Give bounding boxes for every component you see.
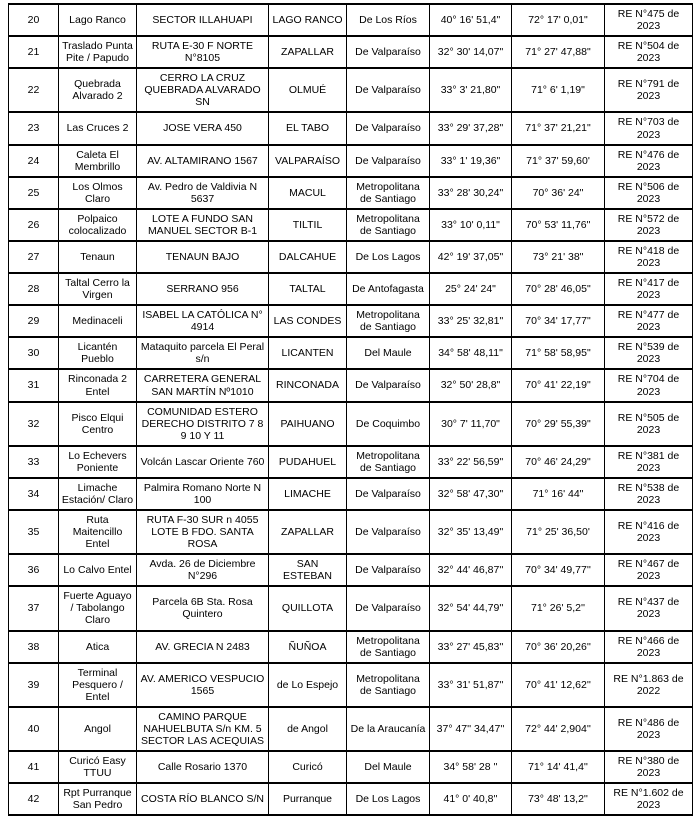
cell-latitude: 33° 25' 32,81" <box>430 305 512 337</box>
cell-commune: MACUL <box>269 177 347 209</box>
cell-num: 22 <box>9 68 59 112</box>
cell-region: De Valparaíso <box>347 554 430 586</box>
cell-name: Lago Ranco <box>59 4 137 36</box>
cell-address: COMUNIDAD ESTERO DERECHO DISTRITO 7 8 9 10 Y 11 <box>137 402 269 446</box>
table-row <box>9 510 693 554</box>
cell-region: De Los Lagos <box>347 783 430 815</box>
table-row <box>9 273 693 305</box>
cell-longitude: 70° 28' 46,05" <box>512 273 605 305</box>
cell-longitude: 71° 6' 1,19" <box>512 68 605 112</box>
cell-num: 30 <box>9 337 59 369</box>
cell-latitude: 33° 29' 37,28" <box>430 112 512 144</box>
cell-region: De la Araucanía <box>347 707 430 751</box>
cell-latitude: 32° 54' 44,79'' <box>430 586 512 630</box>
cell-commune: EL TABO <box>269 112 347 144</box>
table-row <box>9 751 693 783</box>
cell-name: Ruta Maitencillo Entel <box>59 510 137 554</box>
cell-name: Caleta El Membrillo <box>59 145 137 177</box>
cell-name: Curicó Easy TTUU <box>59 751 137 783</box>
table-row <box>9 369 693 401</box>
cell-region: De Valparaíso <box>347 478 430 510</box>
table-row <box>9 36 693 68</box>
cell-commune: TALTAL <box>269 273 347 305</box>
cell-num: 32 <box>9 402 59 446</box>
cell-address: CAMINO PARQUE NAHUELBUTA S/n KM. 5 SECTOR LAS ACEQUIAS <box>137 707 269 751</box>
cell-region: Metropolitana de Santiago <box>347 631 430 663</box>
cell-name: Polpaico colocalizado <box>59 209 137 241</box>
cell-region: Metropolitana de Santiago <box>347 177 430 209</box>
cell-longitude: 72° 17' 0,01" <box>512 4 605 36</box>
cell-resolution: RE N°417 de 2023 <box>605 273 693 305</box>
cell-longitude: 71° 16' 44" <box>512 478 605 510</box>
cell-longitude: 70° 53' 11,76" <box>512 209 605 241</box>
cell-region: Metropolitana de Santiago <box>347 209 430 241</box>
cell-name: Rpt Purranque San Pedro <box>59 783 137 815</box>
cell-latitude: 32° 30' 14,07" <box>430 36 512 68</box>
table-row <box>9 783 693 815</box>
table-row <box>9 663 693 707</box>
cell-region: De Los Lagos <box>347 241 430 273</box>
cell-resolution: RE N°381 de 2023 <box>605 446 693 478</box>
table-row <box>9 478 693 510</box>
cell-name: Las Cruces 2 <box>59 112 137 144</box>
cell-num: 40 <box>9 707 59 751</box>
table-row <box>9 554 693 586</box>
cell-commune: RINCONADA <box>269 369 347 401</box>
cell-commune: Purranque <box>269 783 347 815</box>
cell-latitude: 32° 58' 47,30" <box>430 478 512 510</box>
cell-num: 35 <box>9 510 59 554</box>
cell-name: Rinconada 2 Entel <box>59 369 137 401</box>
cell-longitude: 72° 44' 2,904'' <box>512 707 605 751</box>
cell-longitude: 73° 21' 38" <box>512 241 605 273</box>
cell-address: Parcela 6B Sta. Rosa Quintero <box>137 586 269 630</box>
cell-longitude: 70° 46' 24,29" <box>512 446 605 478</box>
cell-latitude: 37° 47'' 34,47'' <box>430 707 512 751</box>
cell-address: Mataquito parcela El Peral s/n <box>137 337 269 369</box>
cell-resolution: RE N°1.602 de 2023 <box>605 783 693 815</box>
cell-longitude: 71° 37' 21,21" <box>512 112 605 144</box>
cell-commune: de Angol <box>269 707 347 751</box>
cell-name: Taltal Cerro la Virgen <box>59 273 137 305</box>
cell-address: Av. Pedro de Valdivia N 5637 <box>137 177 269 209</box>
cell-name: Tenaun <box>59 241 137 273</box>
cell-commune: ZAPALLAR <box>269 36 347 68</box>
cell-commune: VALPARAÍSO <box>269 145 347 177</box>
table-row <box>9 707 693 751</box>
cell-commune: SAN ESTEBAN <box>269 554 347 586</box>
cell-region: Del Maule <box>347 751 430 783</box>
table-row <box>9 4 693 36</box>
cell-commune: de Lo Espejo <box>269 663 347 707</box>
cell-region: De Valparaíso <box>347 36 430 68</box>
cell-longitude: 70° 41' 12,62'' <box>512 663 605 707</box>
cell-num: 23 <box>9 112 59 144</box>
cell-commune: TILTIL <box>269 209 347 241</box>
cell-commune: LAGO RANCO <box>269 4 347 36</box>
cell-num: 29 <box>9 305 59 337</box>
cell-address: Palmira Romano Norte N 100 <box>137 478 269 510</box>
cell-name: Licantén Pueblo <box>59 337 137 369</box>
cell-commune: ZAPALLAR <box>269 510 347 554</box>
cell-resolution: RE N°416 de 2023 <box>605 510 693 554</box>
table-row <box>9 402 693 446</box>
cell-region: De Valparaíso <box>347 145 430 177</box>
table-row <box>9 586 693 630</box>
cell-resolution: RE N°477 de 2023 <box>605 305 693 337</box>
cell-resolution: RE N°504 de 2023 <box>605 36 693 68</box>
cell-name: Limache Estación/ Claro <box>59 478 137 510</box>
cell-num: 33 <box>9 446 59 478</box>
table-row <box>9 337 693 369</box>
cell-address: Calle Rosario 1370 <box>137 751 269 783</box>
cell-latitude: 42° 19' 37,05" <box>430 241 512 273</box>
cell-num: 38 <box>9 631 59 663</box>
cell-address: TENAUN BAJO <box>137 241 269 273</box>
cell-num: 20 <box>9 4 59 36</box>
cell-longitude: 70° 36' 24" <box>512 177 605 209</box>
cell-address: SERRANO 956 <box>137 273 269 305</box>
cell-longitude: 70° 34' 49,77'' <box>512 554 605 586</box>
cell-resolution: RE N°505 de 2023 <box>605 402 693 446</box>
cell-name: Traslado Punta Pite / Papudo <box>59 36 137 68</box>
cell-longitude: 71° 25' 36,50' <box>512 510 605 554</box>
cell-resolution: RE N°539 de 2023 <box>605 337 693 369</box>
cell-latitude: 32° 44' 46,87'' <box>430 554 512 586</box>
cell-address: CARRETERA GENERAL SAN MARTÍN Nº1010 <box>137 369 269 401</box>
cell-name: Los Olmos Claro <box>59 177 137 209</box>
cell-resolution: RE N°572 de 2023 <box>605 209 693 241</box>
cell-region: Metropolitana de Santiago <box>347 663 430 707</box>
cell-latitude: 33° 10' 0,11" <box>430 209 512 241</box>
cell-commune: PAIHUANO <box>269 402 347 446</box>
cell-address: JOSE VERA 450 <box>137 112 269 144</box>
cell-longitude: 70° 41' 22,19" <box>512 369 605 401</box>
cell-address: RUTA E-30 F NORTE N°8105 <box>137 36 269 68</box>
table-row <box>9 241 693 273</box>
cell-num: 21 <box>9 36 59 68</box>
cell-num: 37 <box>9 586 59 630</box>
cell-commune: PUDAHUEL <box>269 446 347 478</box>
cell-num: 25 <box>9 177 59 209</box>
cell-region: De Coquimbo <box>347 402 430 446</box>
cell-address: AV. ALTAMIRANO 1567 <box>137 145 269 177</box>
cell-address: AV. AMERICO VESPUCIO 1565 <box>137 663 269 707</box>
table-row <box>9 112 693 144</box>
cell-latitude: 41° 0' 40,8'' <box>430 783 512 815</box>
cell-latitude: 33° 1' 19,36" <box>430 145 512 177</box>
cell-commune: ÑUÑOA <box>269 631 347 663</box>
cell-commune: LAS CONDES <box>269 305 347 337</box>
table-row <box>9 68 693 112</box>
cell-region: De Valparaíso <box>347 369 430 401</box>
cell-longitude: 71° 27' 47,88" <box>512 36 605 68</box>
cell-latitude: 32° 35' 13,49" <box>430 510 512 554</box>
cell-longitude: 70° 29' 55,39" <box>512 402 605 446</box>
cell-latitude: 33° 22' 56,59" <box>430 446 512 478</box>
cell-resolution: RE N°1.863 de 2022 <box>605 663 693 707</box>
cell-address: CERRO LA CRUZ QUEBRADA ALVARADO SN <box>137 68 269 112</box>
cell-num: 27 <box>9 241 59 273</box>
cell-commune: Curicó <box>269 751 347 783</box>
cell-region: Metropolitana de Santiago <box>347 446 430 478</box>
cell-resolution: RE N°475 de 2023 <box>605 4 693 36</box>
cell-longitude: 71° 26' 5,2'' <box>512 586 605 630</box>
cell-name: Fuerte Aguayo / Tabolango Claro <box>59 586 137 630</box>
sites-table <box>8 3 693 816</box>
cell-address: LOTE A FUNDO SAN MANUEL SECTOR B-1 <box>137 209 269 241</box>
cell-name: Pisco Elqui Centro <box>59 402 137 446</box>
cell-address: Volcán Lascar Oriente 760 <box>137 446 269 478</box>
cell-address: Avda. 26 de Diciembre N°296 <box>137 554 269 586</box>
cell-latitude: 25° 24' 24" <box>430 273 512 305</box>
cell-latitude: 33° 31' 51,87'' <box>430 663 512 707</box>
cell-longitude: 70° 36' 20,26'' <box>512 631 605 663</box>
cell-name: Lo Calvo Entel <box>59 554 137 586</box>
table-row <box>9 177 693 209</box>
cell-region: Metropolitana de Santiago <box>347 305 430 337</box>
cell-commune: QUILLOTA <box>269 586 347 630</box>
cell-name: Quebrada Alvarado 2 <box>59 68 137 112</box>
cell-num: 34 <box>9 478 59 510</box>
cell-name: Medinaceli <box>59 305 137 337</box>
cell-num: 39 <box>9 663 59 707</box>
cell-longitude: 71° 37' 59,60' <box>512 145 605 177</box>
cell-latitude: 33° 3' 21,80" <box>430 68 512 112</box>
cell-num: 28 <box>9 273 59 305</box>
cell-address: ISABEL LA CATÓLICA N° 4914 <box>137 305 269 337</box>
cell-commune: LIMACHE <box>269 478 347 510</box>
cell-resolution: RE N°506 de 2023 <box>605 177 693 209</box>
cell-resolution: RE N°467 de 2023 <box>605 554 693 586</box>
table-row <box>9 305 693 337</box>
cell-resolution: RE N°704 de 2023 <box>605 369 693 401</box>
cell-num: 26 <box>9 209 59 241</box>
cell-longitude: 73° 48' 13,2'' <box>512 783 605 815</box>
cell-num: 36 <box>9 554 59 586</box>
cell-resolution: RE N°538 de 2023 <box>605 478 693 510</box>
cell-name: Terminal Pesquero / Entel <box>59 663 137 707</box>
cell-longitude: 71° 14' 41,4'' <box>512 751 605 783</box>
cell-latitude: 34° 58' 28 '' <box>430 751 512 783</box>
cell-resolution: RE N°437 de 2023 <box>605 586 693 630</box>
sites-table-body <box>9 4 693 815</box>
cell-region: De Valparaíso <box>347 586 430 630</box>
cell-resolution: RE N°380 de 2023 <box>605 751 693 783</box>
cell-latitude: 40° 16' 51,4" <box>430 4 512 36</box>
cell-region: De Valparaíso <box>347 510 430 554</box>
cell-latitude: 30° 7' 11,70" <box>430 402 512 446</box>
cell-name: Angol <box>59 707 137 751</box>
cell-commune: LICANTEN <box>269 337 347 369</box>
cell-region: Del Maule <box>347 337 430 369</box>
cell-resolution: RE N°791 de 2023 <box>605 68 693 112</box>
table-row <box>9 145 693 177</box>
cell-region: De Valparaíso <box>347 112 430 144</box>
cell-resolution: RE N°418 de 2023 <box>605 241 693 273</box>
table-row <box>9 209 693 241</box>
cell-resolution: RE N°703 de 2023 <box>605 112 693 144</box>
cell-num: 31 <box>9 369 59 401</box>
cell-commune: OLMUÉ <box>269 68 347 112</box>
cell-resolution: RE N°466 de 2023 <box>605 631 693 663</box>
cell-resolution: RE N°476 de 2023 <box>605 145 693 177</box>
table-row <box>9 631 693 663</box>
cell-address: RUTA F-30 SUR n 4055 LOTE B FDO. SANTA ROSA <box>137 510 269 554</box>
cell-num: 42 <box>9 783 59 815</box>
cell-resolution: RE N°486 de 2023 <box>605 707 693 751</box>
cell-commune: DALCAHUE <box>269 241 347 273</box>
cell-longitude: 70° 34' 17,77" <box>512 305 605 337</box>
cell-num: 24 <box>9 145 59 177</box>
table-row <box>9 446 693 478</box>
cell-num: 41 <box>9 751 59 783</box>
cell-longitude: 71° 58' 58,95" <box>512 337 605 369</box>
cell-region: De Valparaíso <box>347 68 430 112</box>
cell-address: SECTOR ILLAHUAPI <box>137 4 269 36</box>
cell-latitude: 32° 50' 28,8" <box>430 369 512 401</box>
cell-region: De Los Ríos <box>347 4 430 36</box>
cell-latitude: 34° 58' 48,11" <box>430 337 512 369</box>
cell-name: Lo Echevers Poniente <box>59 446 137 478</box>
cell-latitude: 33° 27' 45,83'' <box>430 631 512 663</box>
cell-latitude: 33° 28' 30,24" <box>430 177 512 209</box>
cell-address: COSTA RÍO BLANCO S/N <box>137 783 269 815</box>
cell-region: De Antofagasta <box>347 273 430 305</box>
cell-address: AV. GRECIA N 2483 <box>137 631 269 663</box>
cell-name: Atica <box>59 631 137 663</box>
